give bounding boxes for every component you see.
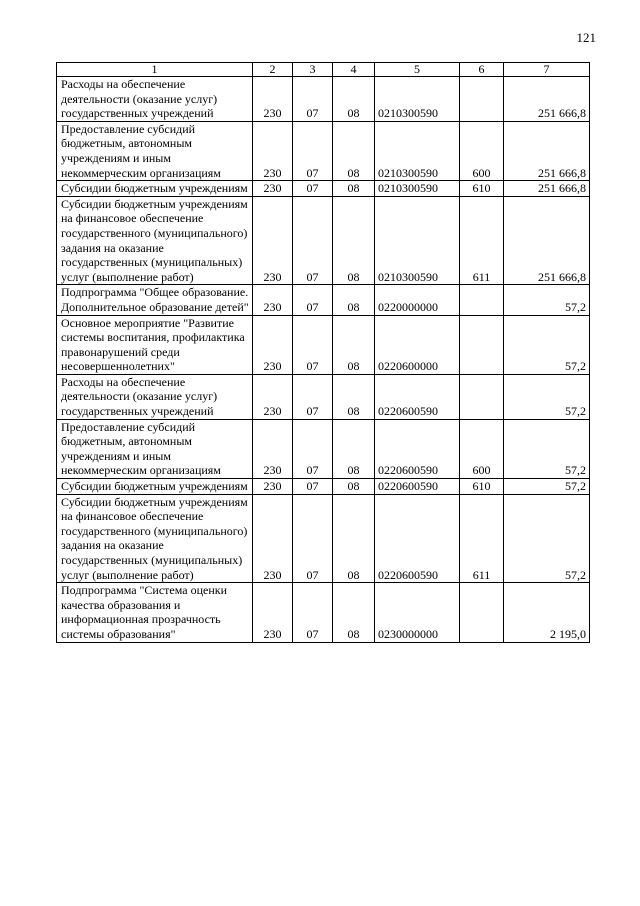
amount-cell: 251 666,8 bbox=[504, 77, 590, 122]
table-row bbox=[57, 77, 590, 122]
column-header: 2 bbox=[253, 63, 293, 77]
column-header: 4 bbox=[333, 63, 375, 77]
subsection-cell: 08 bbox=[333, 121, 375, 180]
column-header: 1 bbox=[57, 63, 253, 77]
column-header: 7 bbox=[504, 63, 590, 77]
section-cell: 07 bbox=[293, 479, 333, 495]
expense-type-cell bbox=[460, 374, 504, 419]
admin-code-cell: 230 bbox=[253, 374, 293, 419]
amount-cell: 2 195,0 bbox=[504, 583, 590, 642]
admin-code-cell: 230 bbox=[253, 196, 293, 285]
target-article-cell: 0220600590 bbox=[375, 494, 460, 583]
subsection-cell: 08 bbox=[333, 494, 375, 583]
row-name-cell: Основное мероприятие "Развитие системы воспитания, профилактика правонарушений среди несовершеннолетних" bbox=[57, 315, 253, 374]
amount-cell: 57,2 bbox=[504, 315, 590, 374]
section-cell: 07 bbox=[293, 374, 333, 419]
admin-code-cell: 230 bbox=[253, 181, 293, 197]
expense-type-cell: 611 bbox=[460, 494, 504, 583]
subsection-cell: 08 bbox=[333, 479, 375, 495]
table-row bbox=[57, 374, 590, 419]
admin-code-cell: 230 bbox=[253, 77, 293, 122]
column-header: 5 bbox=[375, 63, 460, 77]
admin-code-cell: 230 bbox=[253, 494, 293, 583]
section-cell: 07 bbox=[293, 77, 333, 122]
row-name-cell: Субсидии бюджетным учреждениям bbox=[57, 479, 253, 495]
amount-cell: 57,2 bbox=[504, 494, 590, 583]
row-name-cell: Субсидии бюджетным учреждениям bbox=[57, 181, 253, 197]
budget-table bbox=[56, 62, 590, 643]
section-cell: 07 bbox=[293, 419, 333, 478]
expense-type-cell bbox=[460, 315, 504, 374]
admin-code-cell: 230 bbox=[253, 583, 293, 642]
table-row bbox=[57, 121, 590, 180]
admin-code-cell: 230 bbox=[253, 121, 293, 180]
amount-cell: 57,2 bbox=[504, 479, 590, 495]
row-name-cell: Подпрограмма "Система оценки качества образования и информационная прозрачность системы образования" bbox=[57, 583, 253, 642]
subsection-cell: 08 bbox=[333, 77, 375, 122]
target-article-cell: 0220600590 bbox=[375, 374, 460, 419]
subsection-cell: 08 bbox=[333, 196, 375, 285]
table-row bbox=[57, 479, 590, 495]
row-name-cell: Расходы на обеспечение деятельности (оказание услуг) государственных учреждений bbox=[57, 374, 253, 419]
admin-code-cell: 230 bbox=[253, 315, 293, 374]
table-row bbox=[57, 285, 590, 315]
amount-cell: 251 666,8 bbox=[504, 121, 590, 180]
amount-cell: 57,2 bbox=[504, 285, 590, 315]
section-cell: 07 bbox=[293, 285, 333, 315]
row-name-cell: Расходы на обеспечение деятельности (оказание услуг) государственных учреждений bbox=[57, 77, 253, 122]
target-article-cell: 0220000000 bbox=[375, 285, 460, 315]
subsection-cell: 08 bbox=[333, 315, 375, 374]
expense-type-cell bbox=[460, 77, 504, 122]
section-cell: 07 bbox=[293, 315, 333, 374]
subsection-cell: 08 bbox=[333, 374, 375, 419]
admin-code-cell: 230 bbox=[253, 479, 293, 495]
amount-cell: 251 666,8 bbox=[504, 181, 590, 197]
section-cell: 07 bbox=[293, 181, 333, 197]
row-name-cell: Предоставление субсидий бюджетным, автономным учреждениям и иным некоммерческим организациям bbox=[57, 419, 253, 478]
expense-type-cell bbox=[460, 285, 504, 315]
row-name-cell: Подпрограмма "Общее образование. Дополнительное образование детей" bbox=[57, 285, 253, 315]
table-header-row bbox=[57, 63, 590, 77]
subsection-cell: 08 bbox=[333, 419, 375, 478]
column-header: 6 bbox=[460, 63, 504, 77]
row-name-cell: Предоставление субсидий бюджетным, автономным учреждениям и иным некоммерческим организациям bbox=[57, 121, 253, 180]
table-row bbox=[57, 196, 590, 285]
subsection-cell: 08 bbox=[333, 181, 375, 197]
target-article-cell: 0210300590 bbox=[375, 181, 460, 197]
target-article-cell: 0210300590 bbox=[375, 196, 460, 285]
target-article-cell: 0220600590 bbox=[375, 479, 460, 495]
table-row bbox=[57, 315, 590, 374]
row-name-cell: Субсидии бюджетным учреждениям на финансовое обеспечение государственного (муниципального) задания на оказание государственных (муниципальных) услуг (выполнение работ) bbox=[57, 494, 253, 583]
row-name-cell: Субсидии бюджетным учреждениям на финансовое обеспечение государственного (муниципального) задания на оказание государственных (муниципальных) услуг (выполнение работ) bbox=[57, 196, 253, 285]
column-header: 3 bbox=[293, 63, 333, 77]
target-article-cell: 0210300590 bbox=[375, 77, 460, 122]
expense-type-cell bbox=[460, 583, 504, 642]
table-row bbox=[57, 181, 590, 197]
table-row bbox=[57, 494, 590, 583]
page-number: 121 bbox=[576, 30, 596, 45]
section-cell: 07 bbox=[293, 121, 333, 180]
expense-type-cell: 610 bbox=[460, 479, 504, 495]
amount-cell: 57,2 bbox=[504, 374, 590, 419]
subsection-cell: 08 bbox=[333, 285, 375, 315]
target-article-cell: 0220600000 bbox=[375, 315, 460, 374]
admin-code-cell: 230 bbox=[253, 419, 293, 478]
admin-code-cell: 230 bbox=[253, 285, 293, 315]
amount-cell: 57,2 bbox=[504, 419, 590, 478]
table-row bbox=[57, 583, 590, 642]
subsection-cell: 08 bbox=[333, 583, 375, 642]
expense-type-cell: 611 bbox=[460, 196, 504, 285]
target-article-cell: 0210300590 bbox=[375, 121, 460, 180]
expense-type-cell: 600 bbox=[460, 121, 504, 180]
expense-type-cell: 610 bbox=[460, 181, 504, 197]
section-cell: 07 bbox=[293, 494, 333, 583]
table-row bbox=[57, 419, 590, 478]
target-article-cell: 0230000000 bbox=[375, 583, 460, 642]
expense-type-cell: 600 bbox=[460, 419, 504, 478]
section-cell: 07 bbox=[293, 583, 333, 642]
section-cell: 07 bbox=[293, 196, 333, 285]
amount-cell: 251 666,8 bbox=[504, 196, 590, 285]
target-article-cell: 0220600590 bbox=[375, 419, 460, 478]
